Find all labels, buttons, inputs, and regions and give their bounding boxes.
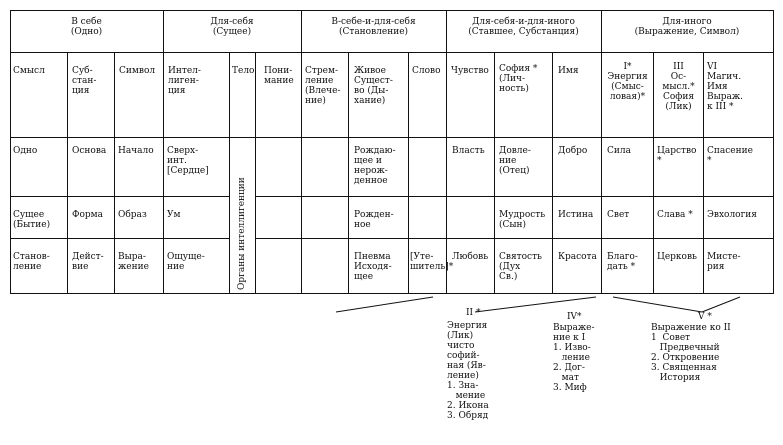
footnote-v-body: Выражение ко II 1 Совет Предвечный 2. Откровение 3. Священная История xyxy=(651,323,731,383)
column-header: Суб- стан- ция xyxy=(72,66,97,96)
column-header: VI Магич. Имя Выраж. к III * xyxy=(707,62,744,112)
table-cell: Сверх- инт. [Сердце] xyxy=(167,146,209,176)
column-header: Пони- мание xyxy=(264,66,294,86)
group-header: Для-себя (Сущее) xyxy=(210,17,254,37)
vertical-label: Органы интеллигенции xyxy=(237,177,247,290)
table-cell: Святость (Дух Св.) xyxy=(499,252,542,282)
column-header: Стрем- ление (Влече- ние) xyxy=(305,66,341,106)
group-header: Для-иного (Выражение, Символ) xyxy=(634,17,740,37)
table-cell: Образ xyxy=(118,210,147,220)
table-cell: Основа xyxy=(72,146,107,156)
table-cell: Одно xyxy=(13,146,38,156)
footnote-ii-body: Энергия (Лик) чисто софий- ная (Яв- ление) 1. Зна- мение 2. Икона 3. Обряд xyxy=(447,321,489,421)
table-cell: Благо- дать * xyxy=(607,252,638,272)
table-cell: Форма xyxy=(72,210,104,220)
column-header: София * (Лич- ность) xyxy=(499,64,538,94)
table-cell: Пневма Исходя- щее xyxy=(354,252,392,282)
column-header: Имя xyxy=(558,66,579,76)
table-cell: Рожден- ное xyxy=(354,210,394,230)
table-cell: Довле- ние (Отец) xyxy=(499,146,531,176)
footnote-iv-body: Выраже- ние к I 1. Изво- ление 2. Дог- мат 3. Миф xyxy=(553,323,595,393)
table-cell: Слава * xyxy=(657,210,693,220)
table-cell: Мудрость (Сын) xyxy=(499,210,546,230)
column-header: Живое Сущест- во (Ды- хание) xyxy=(354,66,393,106)
table-cell: Царство * xyxy=(657,146,697,166)
table-cell: Ощуще- ние xyxy=(167,252,205,272)
table-cell: Истина xyxy=(558,210,594,220)
table-cell: Спасение * xyxy=(707,146,753,166)
column-header: Чувство xyxy=(451,66,489,76)
footnote-ii-head: II * xyxy=(466,308,481,318)
footnote-v-head: V * xyxy=(698,312,712,322)
table-cell: Церковь xyxy=(657,252,697,262)
column-header: Смысл xyxy=(13,66,45,76)
group-header: В себе (Одно) xyxy=(70,17,103,37)
column-header: I* Энергия (Смыс- ловая)* xyxy=(607,62,648,102)
table-cell: Сущее (Бытие) xyxy=(13,210,51,230)
table-cell: Ум xyxy=(167,210,181,220)
column-header: Символ xyxy=(119,66,156,76)
table-cell: Эвхология xyxy=(707,210,757,220)
table-cell: Дейст- вие xyxy=(72,252,104,272)
footnote-iv-head: IV* xyxy=(567,312,582,322)
table-cell: Выра- жение xyxy=(118,252,149,272)
column-header: Тело xyxy=(232,66,255,76)
table-cell: Власть xyxy=(452,146,485,156)
table-cell: [Уте- шитель]* xyxy=(410,252,454,272)
group-header: Для-себя-и-для-иного (Ставшее, Субстанция) xyxy=(468,17,579,37)
table-cell: Начало xyxy=(118,146,154,156)
table-cell: Свет xyxy=(607,210,630,220)
table-cell: Станов- ление xyxy=(13,252,50,272)
group-header: В-себе-и-для-себя (Становление) xyxy=(331,17,416,37)
table-cell: Красота xyxy=(558,252,597,262)
column-header: Слово xyxy=(412,66,441,76)
table-cell: Мисте- рия xyxy=(707,252,741,272)
table-cell: Рождаю- щее и нерож- денное xyxy=(354,146,396,186)
column-header: Интел- лиген- ция xyxy=(168,66,201,96)
column-header: III Ос- мысл.* София (Лик) xyxy=(662,62,695,112)
table-cell: Любовь xyxy=(452,252,489,262)
table-cell: Добро xyxy=(558,146,588,156)
table-cell: Сила xyxy=(607,146,631,156)
